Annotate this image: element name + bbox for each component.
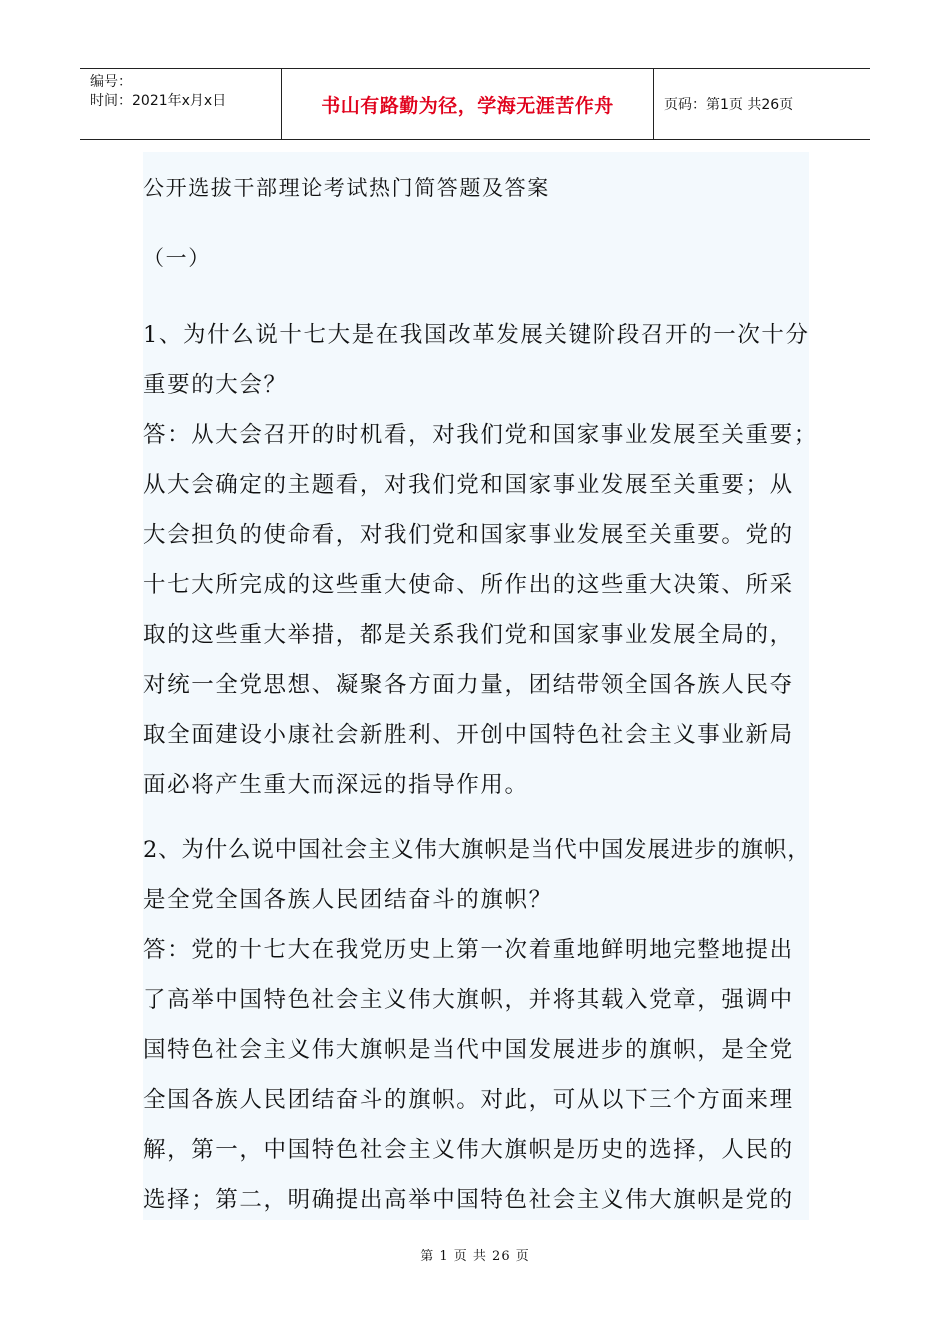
answer-1-line: 取全面建设小康社会新胜利、开创中国特色社会主义事业新局 bbox=[143, 722, 794, 748]
answer-1-line: 大会担负的使命看，对我们党和国家事业发展至关重要。党的 bbox=[143, 522, 794, 548]
answer-1-line: 取的这些重大举措，都是关系我们党和国家事业发展全局的， bbox=[143, 622, 794, 648]
question-1-line-1: 1、为什么说十七大是在我国改革发展关键阶段召开的一次十分 bbox=[143, 322, 810, 348]
document-body bbox=[143, 152, 818, 1220]
answer-2-line: 选择；第二，明确提出高举中国特色社会主义伟大旗帜是党的 bbox=[143, 1187, 794, 1213]
question-1-line-2: 重要的大会？ bbox=[143, 372, 288, 398]
question-2-line-2: 是全党全国各族人民团结奋斗的旗帜？ bbox=[143, 887, 553, 913]
header-page-info: 页码：第1页 共26页 bbox=[664, 97, 794, 113]
number-label: 编号： bbox=[90, 74, 132, 90]
answer-1-line: 对统一全党思想、凝聚各方面力量，团结带领全国各族人民夺 bbox=[143, 672, 794, 698]
answer-1-line: 面必将产生重大而深远的指导作用。 bbox=[143, 772, 529, 798]
header-meta bbox=[80, 69, 282, 139]
answer-2-line: 了高举中国特色社会主义伟大旗帜，并将其载入党章，强调中 bbox=[143, 987, 794, 1013]
answer-2-line: 解，第一，中国特色社会主义伟大旗帜是历史的选择，人民的 bbox=[143, 1137, 794, 1163]
answer-1-line: 十七大所完成的这些重大使命、所作出的这些重大决策、所采 bbox=[143, 572, 794, 598]
question-2-line-1: 2、为什么说中国社会主义伟大旗帜是当代中国发展进步的旗帜， bbox=[143, 837, 811, 863]
answer-2-line: 国特色社会主义伟大旗帜是当代中国发展进步的旗帜，是全党 bbox=[143, 1037, 794, 1063]
page-header bbox=[80, 68, 870, 140]
page-footer: 第 1 页 共 26 页 bbox=[420, 1249, 530, 1264]
section-heading: （一） bbox=[143, 246, 211, 270]
header-motto: 书山有路勤为径，学海无涯苦作舟 bbox=[282, 69, 654, 139]
answer-2-line: 答：党的十七大在我党历史上第一次着重地鲜明地完整地提出 bbox=[143, 937, 794, 963]
time-label: 时间：2021年x月x日 bbox=[90, 93, 227, 109]
answer-1-line: 从大会确定的主题看，对我们党和国家事业发展至关重要；从 bbox=[143, 472, 794, 498]
document-title: 公开选拔干部理论考试热门简答题及答案 bbox=[143, 176, 550, 200]
answer-1-line: 答：从大会召开的时机看，对我们党和国家事业发展至关重要； bbox=[143, 422, 818, 448]
answer-2-line: 全国各族人民团结奋斗的旗帜。对此，可从以下三个方面来理 bbox=[143, 1087, 794, 1113]
